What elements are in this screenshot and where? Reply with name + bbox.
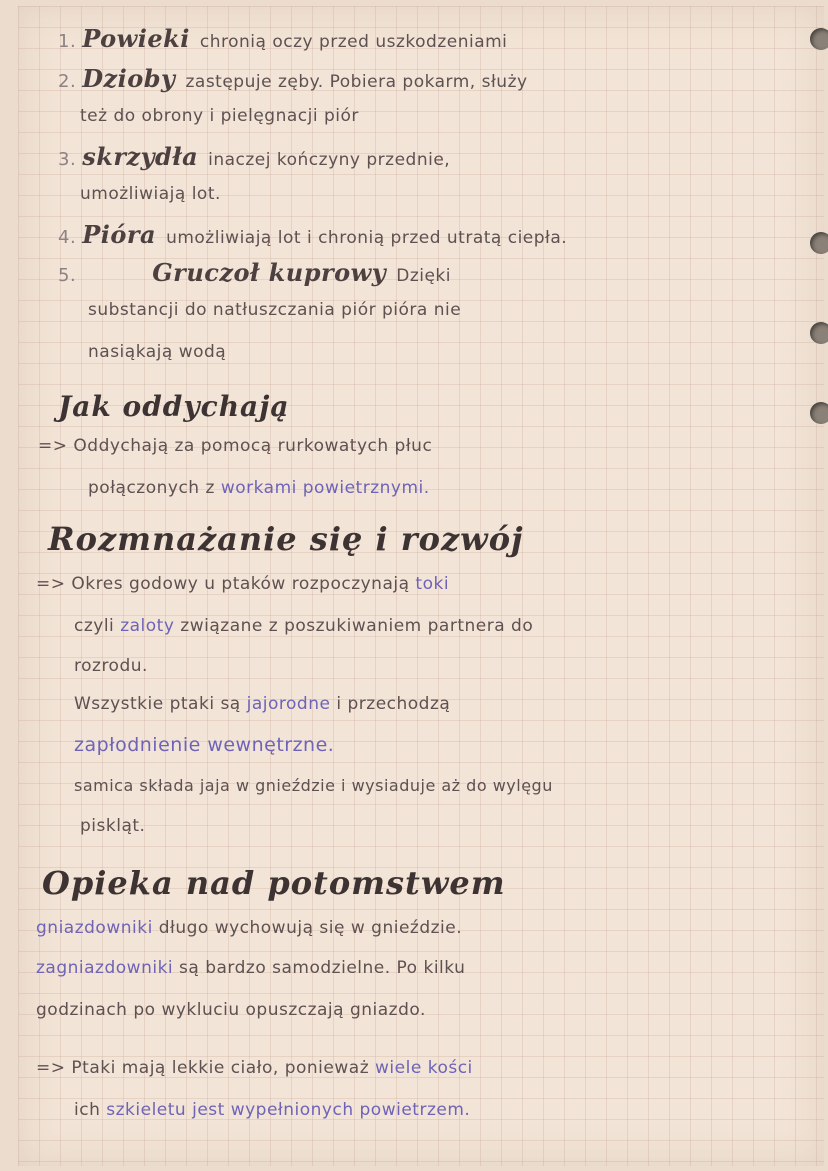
binder-hole [810,402,828,424]
item-3-continued: umożliwiają lot. [80,184,221,204]
binder-hole [810,232,828,254]
heading-care: Opieka nad potomstwem [42,864,506,902]
breathing-line-1: => Oddychają za pomocą rurkowatych płuc [38,436,433,456]
item-4: 4. Pióra umożliwiają lot i chronią przed utratą ciepła. [58,220,568,249]
care-line-2: zagniazdowniki są bardzo samodzielne. Po kilku [36,958,466,978]
item-2-continued: też do obrony i pielęgnacji piór [80,106,359,126]
item-1: 1. Powieki chronią oczy przed uszkodzeniami [58,24,508,53]
reproduction-line-7: piskląt. [80,816,146,836]
heading-reproduction: Rozmnażanie się i rozwój [48,520,524,558]
care-line-1: gniazdowniki długo wychowują się w gnieździe. [36,918,463,938]
item-2: 2. Dzioby zastępuje zęby. Pobiera pokarm, służy [58,64,528,93]
item-5: 5. Gruczoł kuprowy Dzięki [58,258,451,287]
reproduction-line-4: Wszystkie ptaki są jajorodne i przechodzą [74,694,451,714]
binder-hole [810,28,828,50]
care-line-5: ich szkieletu jest wypełnionych powietrzem. [74,1100,471,1120]
binder-hole [810,322,828,344]
item-5-continued-2: nasiąkają wodą [88,342,227,362]
reproduction-line-3: rozrodu. [74,656,148,676]
reproduction-line-2: czyli zaloty związane z poszukiwaniem partnera do [74,616,534,636]
breathing-line-2: połączonych z workami powietrznymi. [88,478,430,498]
item-5-continued: substancji do natłuszczania piór pióra nie [88,300,462,320]
reproduction-line-5: zapłodnienie wewnętrzne. [74,734,335,756]
reproduction-line-1: => Okres godowy u ptaków rozpoczynają toki [36,574,450,594]
care-line-4: => Ptaki mają lekkie ciało, ponieważ wiele kości [36,1058,473,1078]
item-3: 3. skrzydła inaczej kończyny przednie, [58,142,451,171]
notebook-page [18,6,824,1166]
heading-breathing: Jak oddychają [58,390,290,423]
care-line-3: godzinach po wykluciu opuszczają gniazdo. [36,1000,426,1020]
reproduction-line-6: samica składa jaja w gnieździe i wysiaduje aż do wylęgu [74,776,553,795]
